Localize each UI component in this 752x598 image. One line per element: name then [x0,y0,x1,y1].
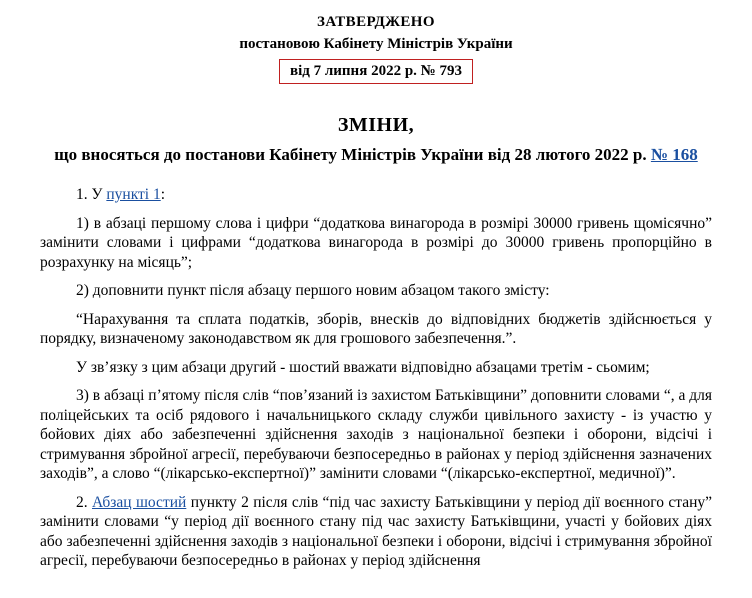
resolution-168-link[interactable]: № 168 [650,145,698,164]
paragraph-1-suffix: : [160,186,166,203]
document-body [40,185,712,571]
paragraph-6: 3) в абзаці п’ятому після слів “пов’язаний із захистом Батьківщини” доповнити словами “, а для поліцейських та осіб рядового і начальницького складу служби цивільного захисту - із участю у бойових діях або забезпеченні здійснення заходів з національної безпеки і оборони, відсічі і стримування збройної агресії, перебуваючи безпосередньо в районах у період здійснення зазначених заходів”, а слово “(лікарсько-експертної)” замінити словами “(лікарсько-експертної, медичної)”. [40,387,712,482]
paragraph-2: 1) в абзаці першому слова і цифри “додаткова винагорода в розмірі 30000 гривень щомісячно” замінити словами і цифрами “додаткова винагорода в розмірі до 30000 гривень пропорційно в розрахунку на місяць”; [40,214,712,271]
paragraph-4: “Нарахування та сплата податків, зборів, внесків до відповідних бюджетів здійснюється у порядку, визначеному законодавством як для грошового забезпечення.”. [40,310,712,347]
paragraph-7-prefix: 2. [76,493,93,511]
approval-subheading: постановою Кабінету Міністрів України [239,36,513,52]
approval-block [40,12,712,84]
document-title-block [40,112,712,167]
paragraph-1 [40,185,712,205]
page-subtitle-text: що вносяться до постанови Кабінету Міністрів України від 28 лютого 2022 р. [54,145,651,164]
approval-reference-box: від 7 липня 2022 р. № 793 [279,59,473,84]
page-title: ЗМІНИ, [337,114,415,136]
paragraph-7-suffix: пункту 2 після слів “під час захисту Батьківщини у період дії воєнного стану” замінити словами “у період дії воєнного стану під час захисту Батьківщини, участі у бойових діях або забезпеченні здійснення заходів з національної безпеки і оборони, відсічі і стримування збройної агресії, перебуваючи безпосередньо в районах у період здійснення [40,493,713,569]
paragraph-3: 2) доповнити пункт після абзацу першого новим абзацом такого змісту: [76,282,550,299]
paragraph-1-prefix: 1. У [76,186,107,203]
paragraph-5: У зв’язку з цим абзаци другий - шостий вважати відповідно абзацами третім - сьомим; [76,358,650,376]
point-1-link[interactable]: пункті 1 [106,186,161,203]
approval-heading: ЗАТВЕРДЖЕНО [317,14,435,30]
page-subtitle [40,142,712,167]
abzac-shostyi-link[interactable]: Абзац шостий [92,493,187,511]
paragraph-7 [40,493,712,571]
